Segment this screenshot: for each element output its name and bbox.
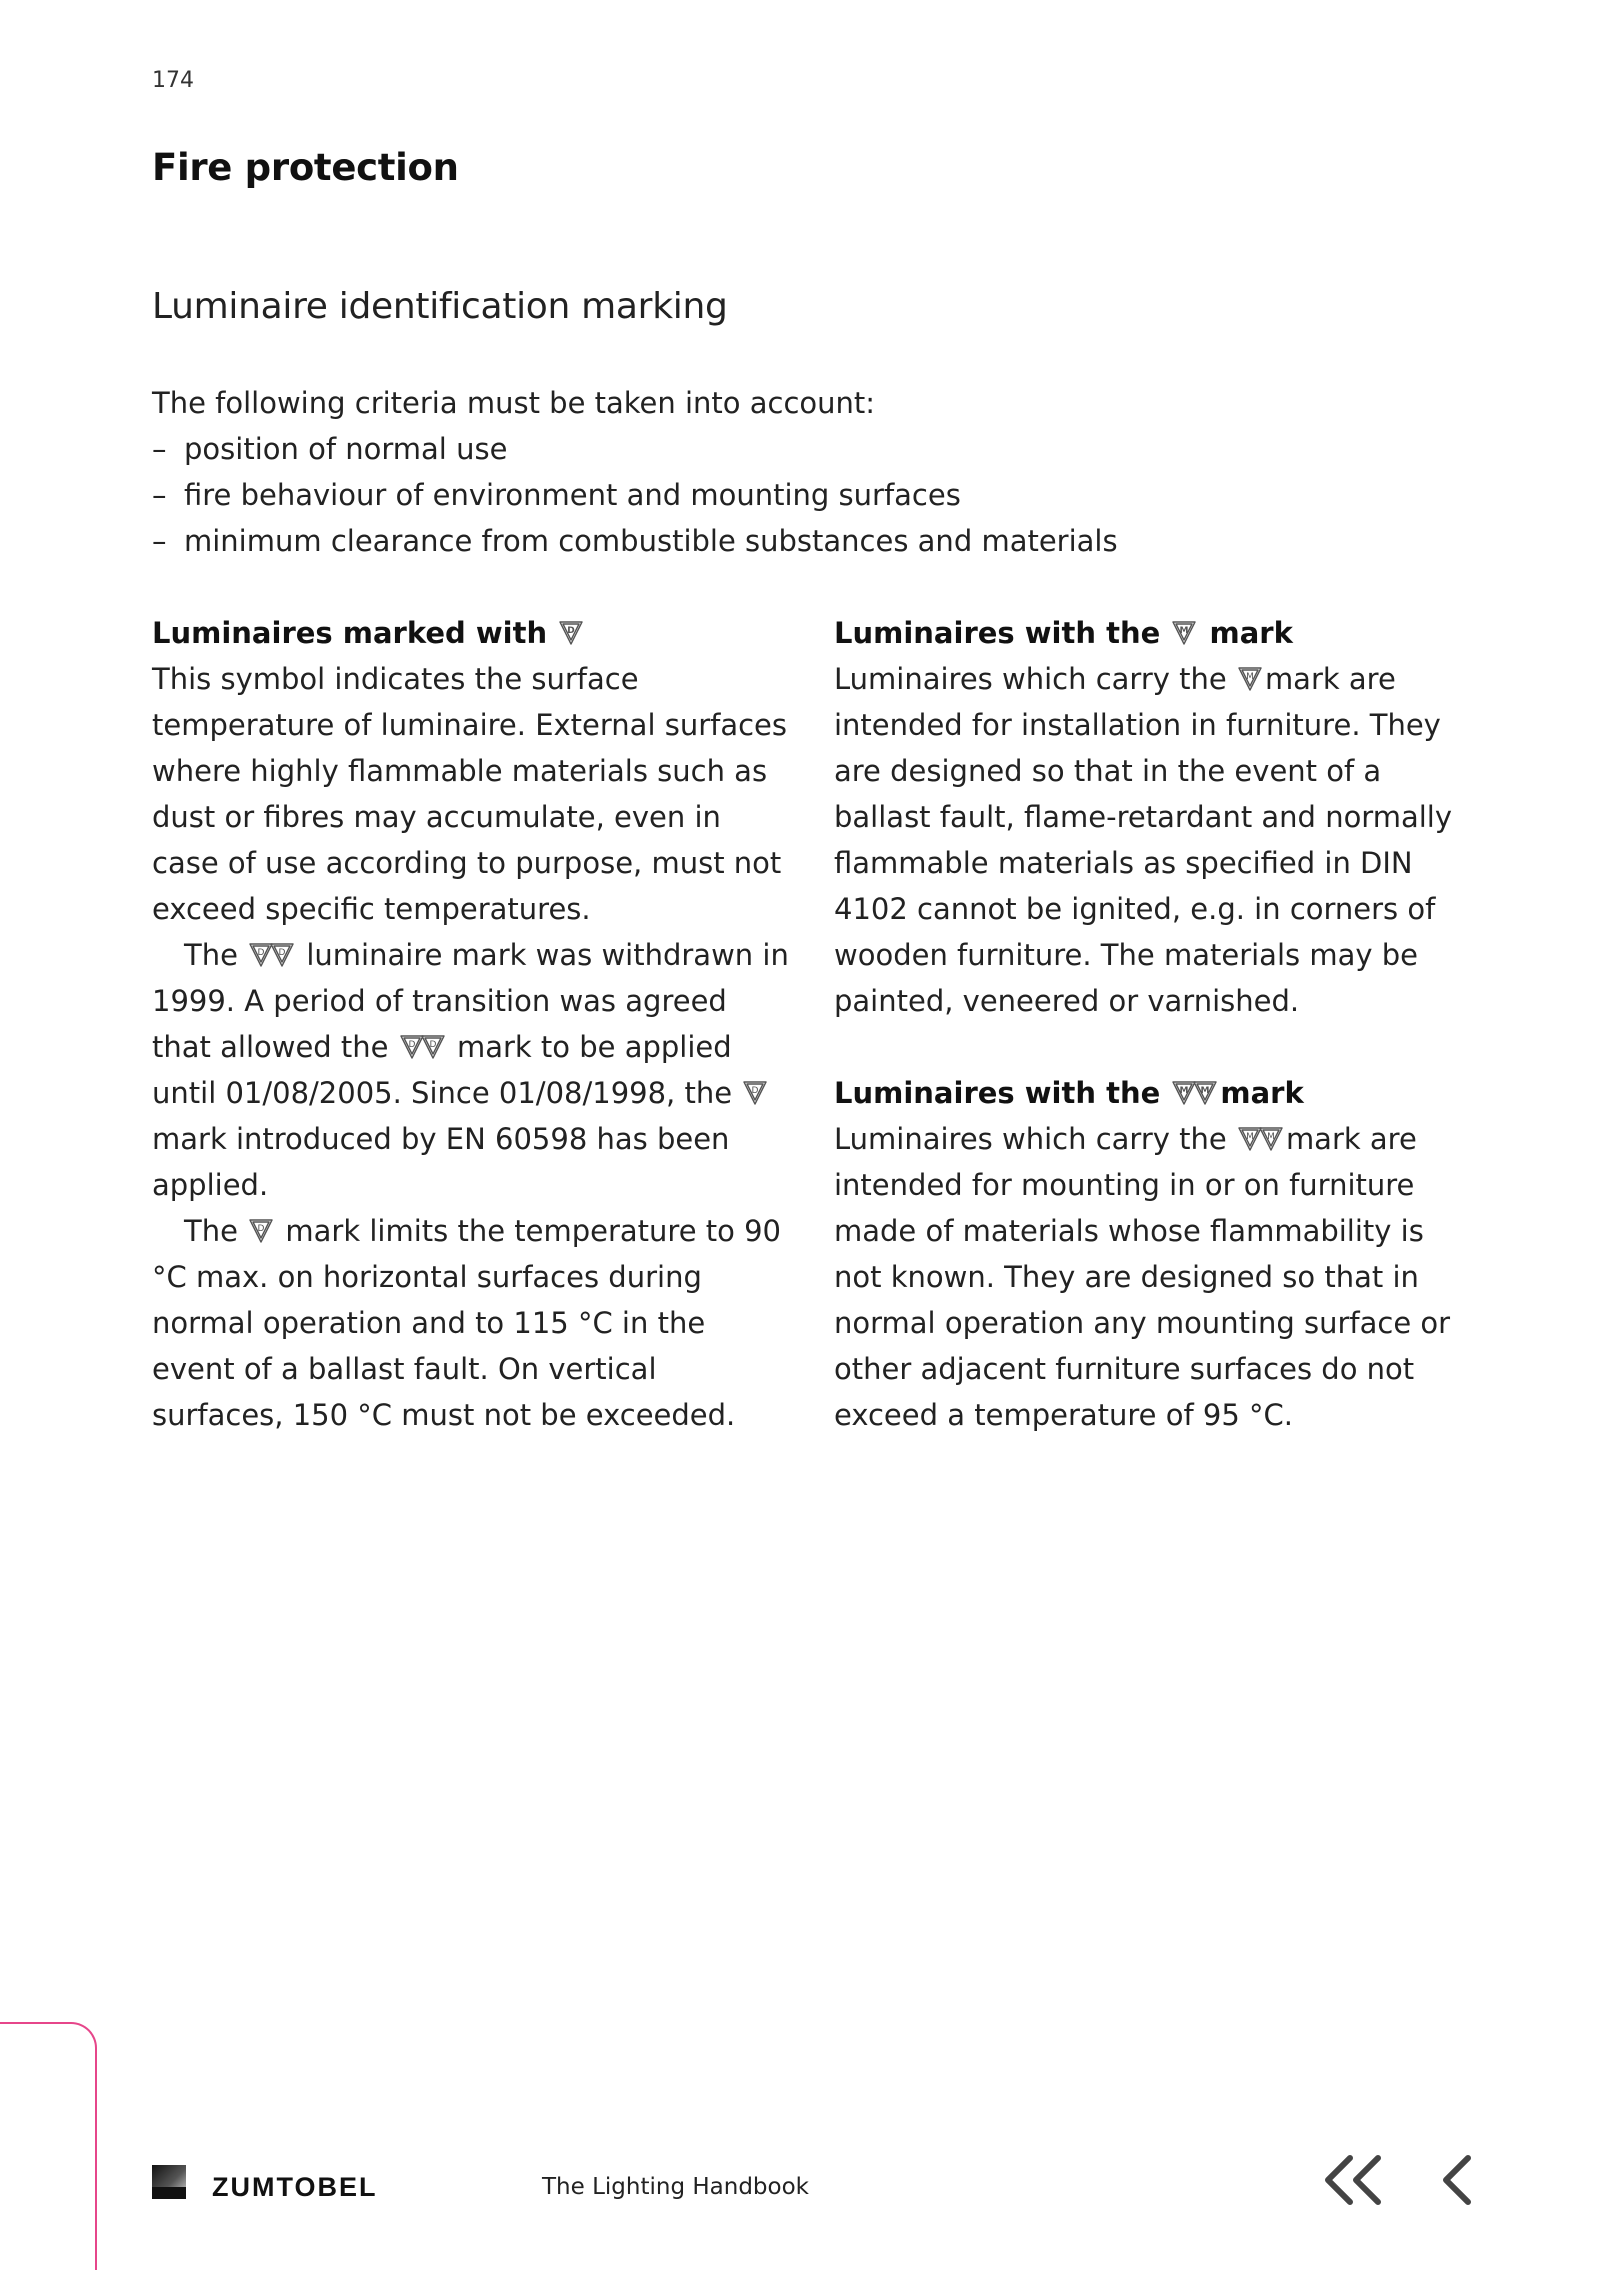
svg-text:D: D bbox=[751, 1086, 759, 1096]
dash: – bbox=[152, 432, 167, 466]
svg-text:M: M bbox=[1246, 672, 1254, 682]
svg-text:M: M bbox=[1267, 1132, 1275, 1142]
double-chevron-left-icon[interactable] bbox=[1318, 2152, 1386, 2208]
dd-mark-icon bbox=[249, 942, 295, 968]
criteria-item bbox=[152, 472, 1452, 518]
left-paragraph-2: The D D luminaire mark was withdrawn in 1999. A period of transition was agreed that allowed the D D mark to be applied until 01/08/2005. Since 01/08/1998, the D mark introduced by EN 60598 has been applied. bbox=[152, 938, 789, 1202]
svg-text:M: M bbox=[1179, 1086, 1189, 1096]
right-paragraph-1: Luminaires which carry the M mark are intended for installation in furniture. They are designed so that in the event of a ballast fault, flame-retardant and normally flammable materials as specified in DIN 4102 cannot be ignited, e.g. in corners of wooden furniture. The materials may be painted, veneered or varnished. bbox=[834, 662, 1453, 1018]
svg-text:M: M bbox=[1200, 1086, 1210, 1096]
right-heading-mm: Luminaires with the M M mark bbox=[834, 1076, 1304, 1110]
mm-mark-icon bbox=[1238, 1126, 1284, 1152]
d-mark-icon bbox=[249, 1218, 274, 1244]
dash: – bbox=[152, 524, 167, 558]
svg-text:M: M bbox=[1179, 626, 1189, 636]
right-heading-m: Luminaires with the M mark bbox=[834, 616, 1293, 650]
dash: – bbox=[152, 478, 167, 512]
book-title: The Lighting Handbook bbox=[542, 2174, 809, 2200]
right-column bbox=[834, 610, 1474, 1438]
page-title: Fire protection bbox=[152, 146, 459, 189]
brand-name: ZUMTOBEL bbox=[212, 2172, 378, 2202]
spacer bbox=[834, 1024, 1474, 1070]
d-mark-icon bbox=[743, 1080, 768, 1106]
left-column bbox=[152, 610, 792, 1438]
svg-text:D: D bbox=[257, 948, 265, 958]
svg-text:M: M bbox=[1246, 1132, 1254, 1142]
left-heading: Luminaires marked with D bbox=[152, 610, 792, 656]
page-number: 174 bbox=[152, 68, 194, 93]
criteria-item bbox=[152, 426, 1452, 472]
intro-lead: The following criteria must be taken into account: bbox=[152, 386, 876, 420]
svg-text:D: D bbox=[567, 626, 575, 636]
criteria-item bbox=[152, 518, 1452, 564]
svg-text:D: D bbox=[408, 1040, 416, 1050]
dd-mark-icon bbox=[400, 1034, 446, 1060]
left-paragraph-3: The D mark limits the temperature to 90 °C max. on horizontal surfaces during normal operation and to 115 °C in the event of a ballast fault. On vertical surfaces, 150 °C must not be exceeded. bbox=[152, 1214, 781, 1432]
criteria-text: fire behaviour of environment and mounting surfaces bbox=[184, 478, 961, 512]
svg-text:D: D bbox=[278, 948, 286, 958]
m-mark-icon bbox=[1172, 620, 1197, 646]
section-title: Luminaire identification marking bbox=[152, 286, 728, 327]
chevron-left-icon[interactable] bbox=[1436, 2152, 1480, 2208]
criteria-text: minimum clearance from combustible substances and materials bbox=[184, 524, 1118, 558]
m-mark-icon bbox=[1238, 666, 1263, 692]
intro bbox=[152, 380, 1452, 564]
brand-logo bbox=[152, 2160, 378, 2203]
mm-mark-icon bbox=[1172, 1080, 1218, 1106]
svg-text:D: D bbox=[257, 1224, 265, 1234]
left-paragraph-1: This symbol indicates the surface temperature of luminaire. External surfaces where highly flammable materials such as dust or fibres may accumulate, even in case of use according to purpose, must not exceed specific temperatures. bbox=[152, 662, 788, 926]
d-mark-icon bbox=[559, 620, 584, 646]
page-edge-tab bbox=[0, 2022, 97, 2270]
zumtobel-logo-icon bbox=[152, 2165, 186, 2199]
svg-text:D: D bbox=[429, 1040, 437, 1050]
right-paragraph-2: Luminaires which carry the M M mark are intended for mounting in or on furniture made of materials whose flammability is not known. They are designed so that in normal operation any mounting surface or other adjacent furniture surfaces do not exceed a temperature of 95 °C. bbox=[834, 1122, 1451, 1432]
criteria-text: position of normal use bbox=[184, 432, 508, 466]
